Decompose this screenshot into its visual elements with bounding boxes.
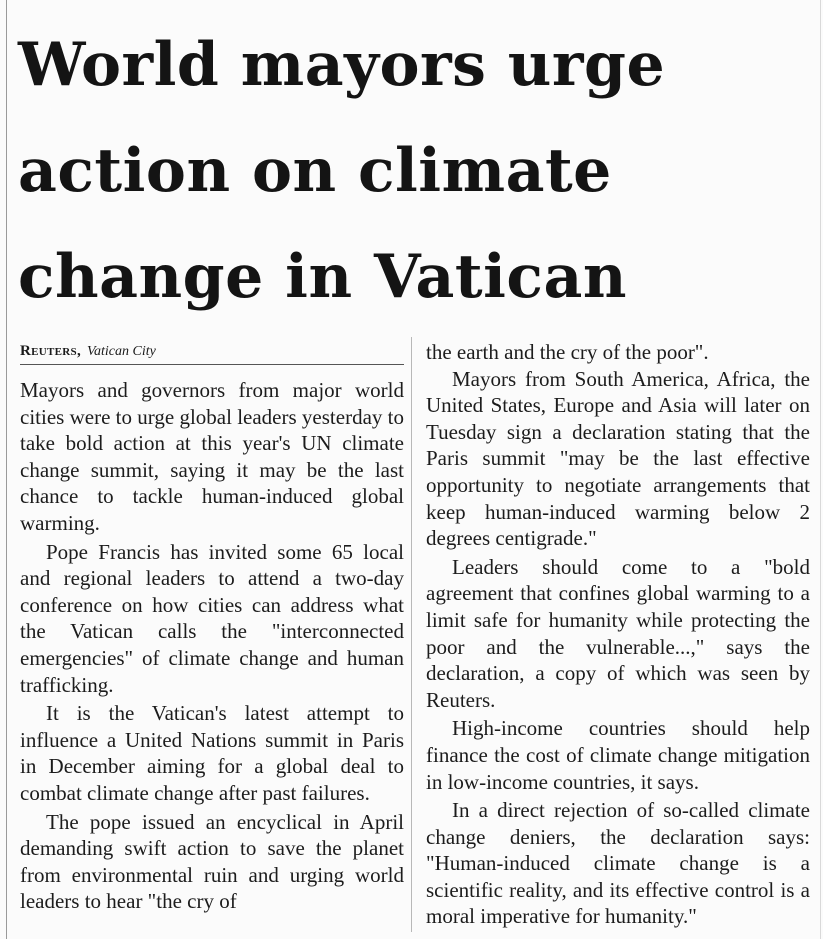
byline-dateline: Vatican City: [87, 344, 156, 359]
paragraph: Leaders should come to a "bold agreement that confines global warming to a limit safe for humanity while protecting the poor and the vulnerable...," says the declaration, a copy of which was seen by Reuters.: [426, 554, 810, 712]
paragraph: Mayors and governors from major world cities were to urge global leaders yesterday to take bold action at this year's UN climate change summit, saying it may be the last chance to tackle human-induced global warming.: [20, 378, 404, 535]
paragraph: High-income countries should help finance the cost of climate change mitigation in low-income countries, it says.: [426, 716, 810, 794]
paragraph: the earth and the cry of the poor".: [426, 340, 709, 364]
paragraph: The pope issued an encyclical in April demanding swift action to save the planet from environmental ruin and urging world leaders to hear "the cry of: [20, 809, 404, 914]
byline-agency: Reuters,: [20, 343, 81, 359]
byline: [20, 342, 404, 365]
article-headline: [18, 12, 818, 330]
paragraph: Mayors from South America, Africa, the United States, Europe and Asia will later on Tuesday sign a declaration stating that the Paris summit "may be the last effective opportunity to negotiate arrangements that keep human-induced warming below 2 degrees centigrade.": [426, 366, 810, 551]
column-divider: [411, 337, 412, 932]
clipping-left-edge: [6, 0, 7, 939]
paragraph: Pope Francis has invited some 65 local and regional leaders to attend a two-day conference on how cities can address what the Vatican calls the "interconnected emergencies" of climate change and human trafficking.: [20, 539, 404, 697]
headline-line-3: change in Vatican: [18, 242, 627, 312]
paragraph: In a direct rejection of so-called climate change deniers, the declaration says: "Human-induced climate change is a scientific reality, and its effective control is a moral imperative for humanity.": [426, 798, 810, 929]
article-column-left: [20, 377, 404, 915]
headline-line-2: action on climate: [18, 136, 612, 206]
clipping-right-edge: [820, 0, 821, 939]
article-column-right: [426, 339, 810, 930]
headline-line-1: World mayors urge: [18, 30, 666, 100]
paragraph: It is the Vatican's latest attempt to influence a United Nations summit in Paris in December aiming for a global deal to combat climate change after past failures.: [20, 701, 404, 805]
